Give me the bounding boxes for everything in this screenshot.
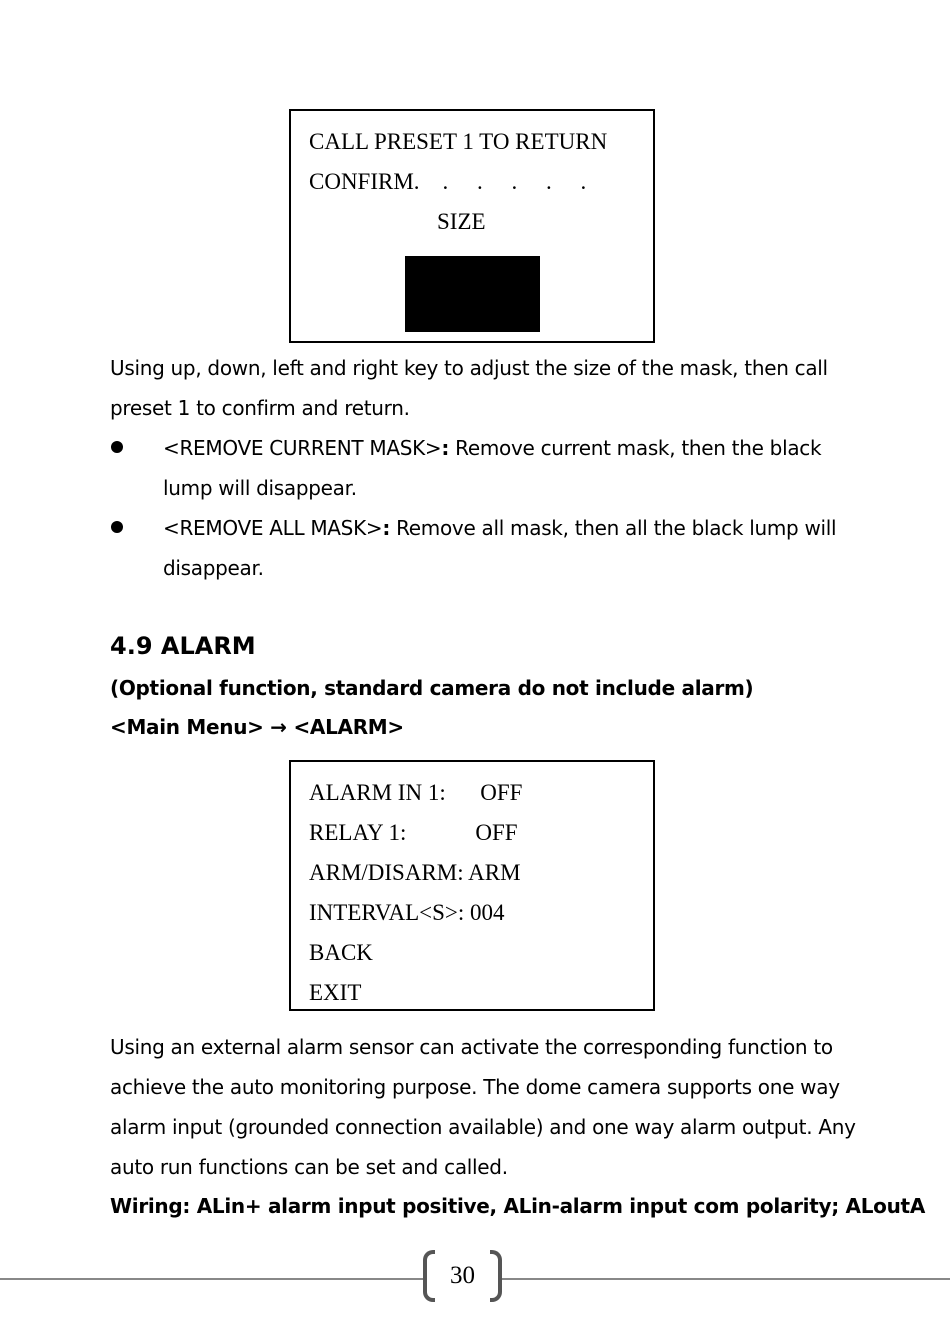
menu-path — [110, 714, 404, 740]
bullet-icon — [111, 441, 123, 453]
bullet-continuation: lump will disappear. — [163, 476, 357, 500]
page-number: 30 — [450, 1262, 475, 1289]
arrow-right-icon: → — [270, 715, 287, 739]
footer-rule-left — [0, 1278, 423, 1280]
menu-line-confirm: CONFIRM. . . . . . — [309, 169, 587, 194]
bullet-continuation: disappear. — [163, 556, 264, 580]
bullet-text: Remove current mask, then the black — [449, 436, 822, 460]
left-bracket-icon — [423, 1250, 435, 1302]
bullet-remove-current-mask — [163, 435, 821, 461]
section-heading: 4.9 ALARM — [110, 632, 256, 660]
menu-line-relay: RELAY 1: OFF — [309, 820, 518, 845]
mask-preview-block — [405, 256, 540, 332]
wiring-line: Wiring: ALin+ alarm input positive, ALin-alarm input com polarity; ALoutA — [110, 1194, 925, 1218]
bullet-colon: : — [382, 516, 391, 540]
alarm-description-line-2: achieve the auto monitoring purpose. The dome camera supports one way — [110, 1075, 840, 1099]
menu-line-call-preset: CALL PRESET 1 TO RETURN — [309, 129, 608, 154]
menu-line-exit: EXIT — [309, 980, 362, 1005]
menu-path-from: <Main Menu> — [110, 715, 264, 739]
section-note: (Optional function, standard camera do not include alarm) — [110, 676, 754, 700]
mask-instruction-line-2: preset 1 to confirm and return. — [110, 396, 410, 420]
bullet-remove-all-mask — [163, 515, 836, 541]
bullet-text: Remove all mask, then all the black lump will — [390, 516, 837, 540]
alarm-description-line-1: Using an external alarm sensor can activate the corresponding function to — [110, 1035, 833, 1059]
menu-line-alarm-in: ALARM IN 1: OFF — [309, 780, 523, 805]
alarm-description-line-4: auto run functions can be set and called. — [110, 1155, 508, 1179]
menu-line-back: BACK — [309, 940, 373, 965]
menu-line-arm-disarm: ARM/DISARM: ARM — [309, 860, 521, 885]
bullet-colon: : — [441, 436, 450, 460]
menu-path-to: <ALARM> — [293, 715, 404, 739]
bullet-icon — [111, 521, 123, 533]
bullet-label: <REMOVE ALL MASK> — [163, 516, 383, 540]
alarm-menu-box — [289, 760, 655, 1011]
right-bracket-icon — [490, 1250, 502, 1302]
bullet-label: <REMOVE CURRENT MASK> — [163, 436, 442, 460]
menu-line-interval: INTERVAL<S>: 004 — [309, 900, 505, 925]
footer-rule-right — [502, 1278, 950, 1280]
mask-size-menu-box — [289, 109, 655, 343]
menu-line-size: SIZE — [437, 209, 486, 234]
alarm-description-line-3: alarm input (grounded connection available) and one way alarm output. Any — [110, 1115, 856, 1139]
mask-instruction-line-1: Using up, down, left and right key to adjust the size of the mask, then call — [110, 356, 828, 380]
